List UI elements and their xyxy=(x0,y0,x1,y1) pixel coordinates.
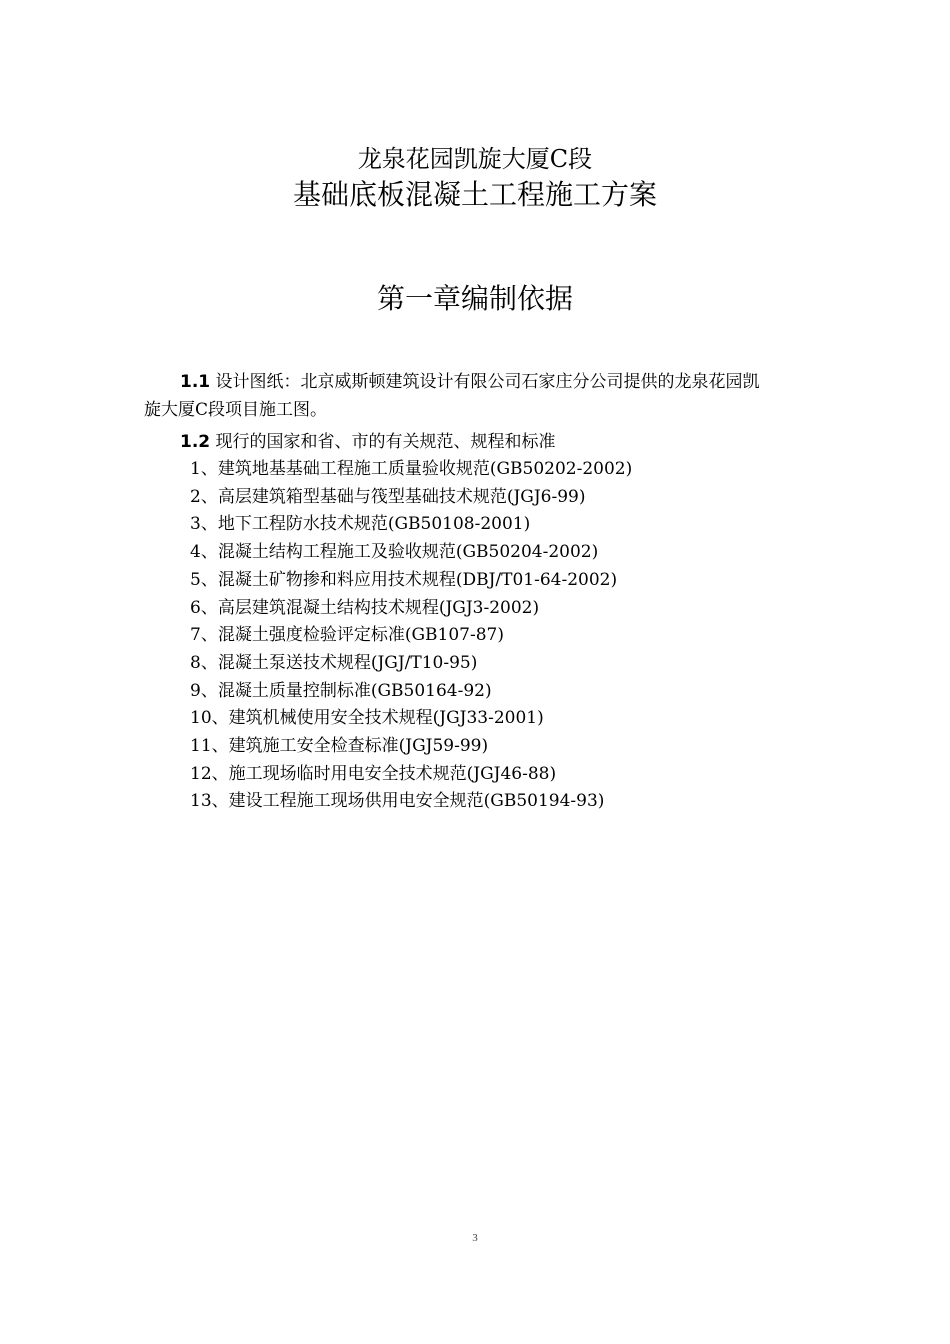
section-1-1-line2: 旋大厦C段项目施工图。 xyxy=(144,400,328,420)
list-item: 1、建筑地基基础工程施工质量验收规范(GB50202-2002) xyxy=(190,459,633,479)
section-1-2-text: 现行的国家和省、市的有关规范、规程和标准 xyxy=(215,432,556,452)
section-1-1-text: 设计图纸：北京威斯顿建筑设计有限公司石家庄分公司提供的龙泉花园凯 xyxy=(215,372,760,392)
list-item: 3、地下工程防水技术规范(GB50108-2001) xyxy=(190,514,531,535)
list-item: 8、混凝土泵送技术规程(JGJ/T10-95) xyxy=(190,652,478,673)
list-item: 5、混凝土矿物掺和料应用技术规程(DBJ/T01-64-2002) xyxy=(190,569,618,590)
list-item: 11、建筑施工安全检查标准(JGJ59-99) xyxy=(190,736,489,757)
chapter-title: 第一章编制依据 xyxy=(376,282,573,315)
page-number: 3 xyxy=(472,1232,478,1244)
document-title-line1: 龙泉花园凯旋大厦C段 xyxy=(357,145,593,173)
section-1-1-line1 xyxy=(144,368,824,396)
list-item: 4、混凝土结构工程施工及验收规范(GB50204-2002) xyxy=(190,542,599,563)
document-title-line2: 基础底板混凝土工程施工方案 xyxy=(292,178,657,211)
list-item: 9、混凝土质量控制标准(GB50164-92) xyxy=(190,680,492,701)
section-1-2-number: 1.2 xyxy=(180,432,211,452)
list-item: 7、混凝土强度检验评定标准(GB107-87) xyxy=(190,625,504,646)
standards-list xyxy=(190,456,632,816)
section-1-2 xyxy=(180,428,556,456)
list-item: 2、高层建筑箱型基础与筏型基础技术规范(JGJ6-99) xyxy=(190,486,586,507)
list-item: 12、施工现场临时用电安全技术规范(JGJ46-88) xyxy=(190,763,557,784)
list-item: 6、高层建筑混凝土结构技术规程(JGJ3-2002) xyxy=(190,597,540,618)
section-1-1-number: 1.1 xyxy=(180,372,211,392)
section-1-1 xyxy=(144,368,824,424)
list-item: 13、建设工程施工现场供用电安全规范(GB50194-93) xyxy=(190,791,605,812)
list-item: 10、建筑机械使用安全技术规程(JGJ33-2001) xyxy=(190,708,544,729)
